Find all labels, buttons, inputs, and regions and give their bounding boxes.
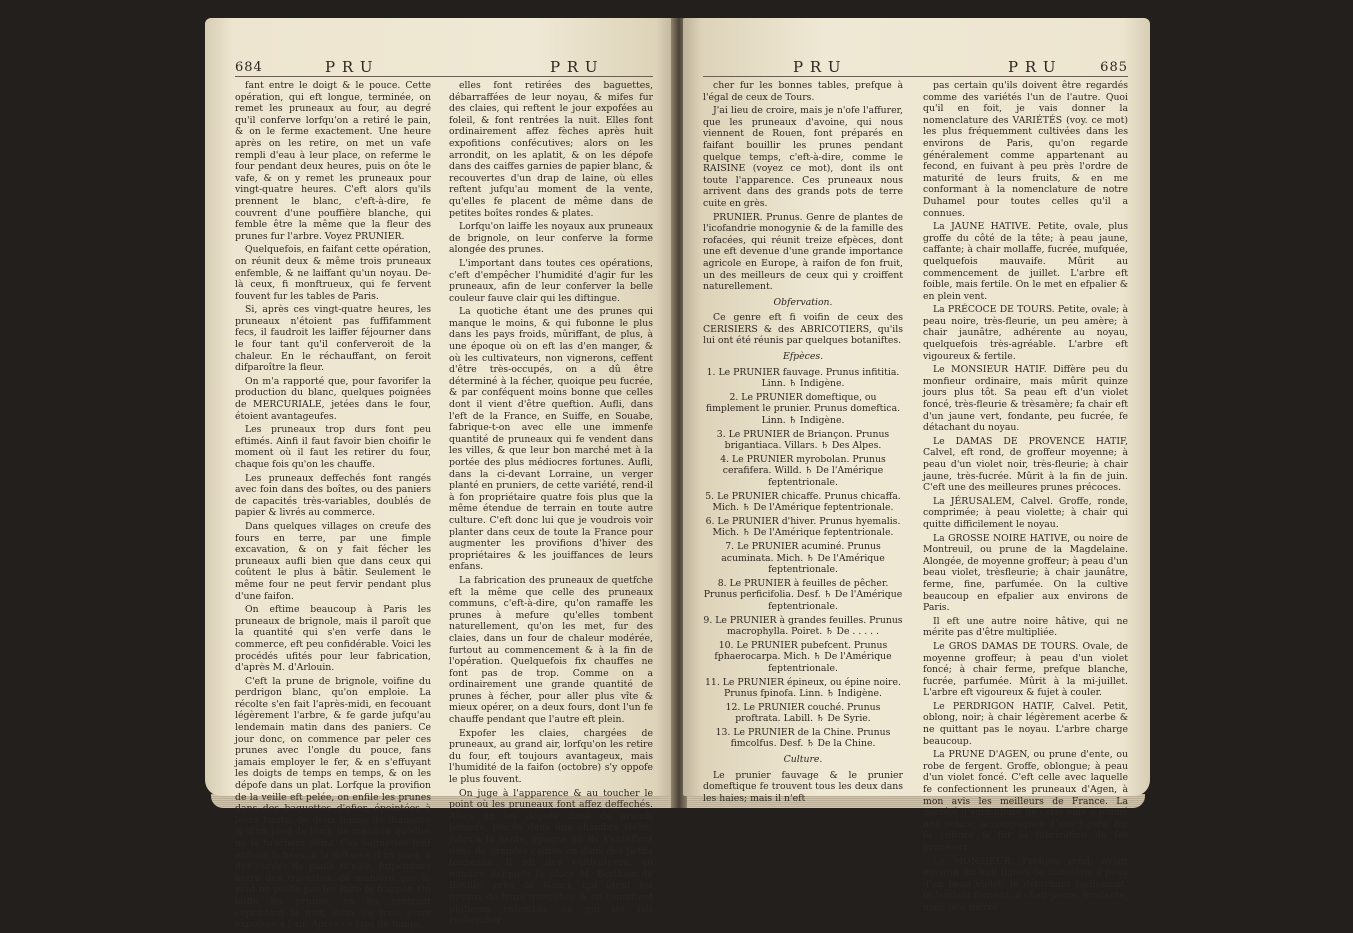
paragraph: Le prunier fauvage & le prunier domeftique fe trouvent tous les deux dans les haies; mais il n'eft (703, 769, 903, 804)
paragraph: On juge à l'apparence & au toucher le point où les pruneaux font affez deffechés. Alors on les dépofe dans de grands paniers, placés dans une chambre fèche, jufqu'à la vente, époque où ils s'entaffent dans de grandes caiffes ou dans des petits tonneaux. Il eft des cultivateurs, au nombre defquels fe place M. Berthier de Roville, près de Nanci, qui ôtent les noyaux de leurs quetfches & en réuniffent plufieurs enfemble, ce qui les fait rechercher (449, 787, 653, 927)
species-entry: 10. Le PRUNIER pubefcent. Prunus fphaerocarpa. Mich. ♄ De l'Amérique feptentrionale. (714, 639, 892, 674)
right-header-title-2: P R U (1008, 58, 1057, 76)
section-heading-observation: Obfervation. (773, 296, 833, 308)
paragraph: La fabrication des pruneaux de quetfche eft la même que celle des pruneaux communs, c'eft-à-dire, qu'on ramaffe les prunes à mefure qu'elles tombent naturellement, qu'on les met, fur des claies, dans un four de chaleur modérée, furtout au commencement & à la fin de l'opération. Quelquefois fix chauffes ne font pas de trop. Comme on a ordinairement une grande quantité de prunes à fécher, pour aller plus vîte & mieux opérer, on a deux fours, dont l'un fe chauffe pendant que l'autre eft plein. (449, 574, 653, 726)
species-entry: 13. Le PRUNIER de la Chine. Prunus fimcolfus. Desf. ♄ De la Chine. (715, 726, 891, 750)
paragraph: fant entre le doigt & le pouce. Cette opération, qui eft longue, terminée, on remet les pruneaux au four, au degré qu'il conferve lorfqu'on a retiré le pain, & on le ferme exactement. Une heure après on les retire, on met un vafe rempli d'eau à leur place, on referme le four pendant deux heures, puis on ôte le vafe, & on y remet les pruneaux pour vingt-quatre heures. C'eft alors qu'ils prennent le blanc, c'eft-à-dire, fe couvrent d'une pouffière blanche, qui femble être la même que la fleur des prunes fur l'arbre. Voyez PRUNIER. (235, 80, 431, 242)
page-number-left: 684 (235, 60, 263, 75)
paragraph: La JAUNE HATIVE. Petite, ovale, plus groffe du côté de la tête; à peau jaune, caffante; à chair mollaffe, fucrée, mufquée, quelquefois mauvaife. Mûrit au commencement de juillet. L'arbre eft foible, mais fertile. On le met en efpalier & en plein vent. (923, 221, 1128, 302)
paragraph: Lorfqu'on laiffe les noyaux aux pruneaux de brignole, on leur conferve la forme alongée des prunes. (449, 221, 653, 256)
paragraph: Le DAMAS DE PROVENCE HATIF, Calvel, eft rond, de groffeur moyenne; à peau d'un violet noir, très-fleurie; à chair jaune, très-fucrée. Mûrit à la fin de juin. C'eft une des meilleures prunes précoces. (923, 435, 1128, 494)
left-header-title-1: P R U (325, 58, 374, 76)
left-page (205, 18, 675, 931)
right-header-rule (703, 76, 1128, 77)
paragraph: On m'a rapporté que, pour favorifer la production du blanc, quelques poignées de MERCURIALE, jetées dans le four, étoient avantageufes. (235, 375, 431, 422)
species-entry: 12. Le PRUNIER couché. Prunus proftrata. Labill. ♄ De Syrie. (725, 701, 881, 725)
species-entry: 5. Le PRUNIER chicaffe. Prunus chicaffa. Mich. ♄ De l'Amérique feptentrionale. (705, 490, 901, 514)
species-entry: 1. Le PRUNIER fauvage. Prunus infititia. Linn. ♄ Indigène. (706, 366, 900, 390)
species-entry: 11. Le PRUNIER épineux, ou épine noire. Prunus fpinofa. Linn. ♄ Indigène. (705, 676, 901, 700)
paragraph: Ce genre eft fi voifin de ceux des CERISIERS & des ABRICOTIERS, qu'ils lui ont été réunis par quelques botaniftes. (703, 312, 903, 347)
page-number-right: 685 (1100, 60, 1128, 75)
species-entry: 9. Le PRUNIER à grandes feuilles. Prunus macrophylla. Poiret. ♄ De . . . . . (703, 614, 903, 638)
paragraph: La GROSSE NOIRE HATIVE, ou noire de Montreuil, ou prune de la Magdelaine. Alongée, de moyenne groffeur; à peau d'un beau violet, trèsfleurie; à chair jaunâtre, ferme, fine, parfumée. On la cultive beaucoup en efpalier aux environs de Paris. (923, 532, 1128, 614)
right-column-1 (703, 80, 903, 806)
paragraph: cher fur les bonnes tables, prefque à l'égal de ceux de Tours. (703, 80, 903, 103)
paragraph: Les pruneaux deffechés font rangés avec foin dans des boîtes, ou des paniers de capacités très-variables, doublés de papier & livrés au commerce. (235, 472, 431, 519)
species-entry: 4. Le PRUNIER myrobolan. Prunus cerafifera. Willd. ♄ De l'Amérique feptentrionale. (720, 453, 886, 488)
paragraph: La PRÉCOCE DE TOURS. Petite, ovale; à peau noire, très-fleurie, un peu amère; à chair jaunâtre, adhérente au noyau, quelquefois très-agréable. L'arbre eft vigoureux & fertile. (923, 304, 1128, 362)
species-entry: 6. Le PRUNIER d'hiver. Prunus hyemalis. Mich. ♄ De l'Amérique feptentrionale. (705, 515, 901, 539)
right-header-title-1: P R U (793, 58, 842, 76)
species-entry: 3. Le PRUNIER de Briançon. Prunus brigantiaca. Villars. ♄ Des Alpes. (716, 428, 890, 452)
paragraph: pas certain qu'ils doivent être regardés comme des variétés l'un de l'autre. Quoi qu'il en foit, je vais donner la nomenclature des VARIÉTÉS (voy. ce mot) les plus fréquemment cultivées dans les environs de Paris, qu'on regarde généralement comme appartenant au fecond, en fuivant à peu près l'ordre de maturité de leurs fruits, & en me conformant à la nomenclature de notre Duhamel pour toutes celles qu'il a connues. (923, 80, 1128, 219)
paragraph: La quotiche étant une des prunes qui manque le moins, & qui fubonne le plus dans les pays froids, mûriffant, de plus, à une époque où on eft las d'en manger, & où les cultivateurs, non vignerons, ceffent d'être très-occupés, on a dû être déterminé à la fécher, quoique peu fucrée, & par conféquent moins bonne que celles dont il vient d'être queftion. Aufli, dans l'eft de la France, en Suiffe, en Souabe, fabrique-t-on avec elle une immenfe quantité de pruneaux qui fe vendent dans les villes, & que leur bon marché met à la portée des plus médiocres fortunes. Aufli, dans la ci-devant Lorraine, un verger planté en pruniers, de cette variété, rend-il à fon propriétaire quatre fois plus que la même étendue de terrain en toute autre culture. C'eft donc lui que je voudrois voir planter dans ceux de toute la France pour augmenter les provifions d'hiver des propriétaires & les jouiffances de leurs enfans. (449, 306, 653, 573)
species-entry: 7. Le PRUNIER acuminé. Prunus acuminata. Mich. ♄ De l'Amérique feptentrionale. (721, 540, 885, 576)
paragraph: Si, après ces vingt-quatre heures, les pruneaux n'étoient pas fuffifamment fecs, il faudroit les laiffer féjourner dans le four tant qu'il conferveroit de la chaleur. En le réchauffant, on feroit difparoître la fleur. (235, 304, 431, 374)
paragraph: C'eft la prune de brignole, voifine du perdrigon blanc, qu'on emploie. La récolte s'en fait l'après-midi, en fecouant légèrement l'arbre, & fe garde jufqu'au lendemain matin dans des paniers. Ce jour donc, on commence par peler ces prunes avec l'ongle du pouce, fans jamais employer le fer, & en s'effuyant les doigts de temps en temps, & on les dépofe dans un plat. Lorfque la provifion de la veille eft pelée, on enfile les prunes dans des baguettes d'ofier, épointées à leurs bouts, de deux lignes de diamètre & d'un pied de long, de manière qu'elles ne fe touchent point. Ces baguettes font enfuite fichées, à la diftance d'un pied, à des cordes de paille ficelée, fufpendues entre des traverfes, de manière que le vent ne puiffe pas les faire fe frapper. On laiffe les prunes, en les rentrant cependant la nuit, deux ou trois jours expofées à l'air. Après ce laps de temps, (235, 675, 431, 931)
left-header-rule (235, 76, 653, 77)
paragraph: Le MONSIEUR HATIF. Diffère peu du monfieur ordinaire, mais mûrit quinze jours plus tôt. Sa peau eft d'un violet foncé, très-fleurie & trèsamère; fa chair eft d'un jaune vert, fondante, peu fucrée, fe détachant du noyau. (923, 364, 1128, 434)
paragraph: Quelquefois, en faifant cette opération, on réunit deux & même trois pruneaux enfemble, & ne laiffant qu'un noyau. De-là ceux, fi monftrueux, qui fe fervent fouvent fur les tables de Paris. (235, 244, 431, 302)
left-column-2 (449, 80, 653, 929)
paragraph: Expofer les claies, chargées de pruneaux, au grand air, lorfqu'on les retire du four, eft toujours avantageux, mais l'humidité de la faifon (octobre) s'y oppofe le plus fouvent. (449, 727, 653, 786)
section-heading-culture: Culture. (783, 754, 823, 766)
paragraph: J'ai lieu de croire, mais je n'ofe l'affurer, que les pruneaux d'avoine, qui nous viennent de Rouen, font préparés en faifant bouillir les prunes pendant quelque temps, c'eft-à-dire, comme le RAISINE (voyez ce mot), dont ils ont toute l'apparence. Ces pruneaux nous arrivent dans des grands pots de terre cuite en grès. (703, 105, 903, 209)
paragraph: Le GROS DAMAS DE TOURS. Ovale, de moyenne groffeur; à peau d'un violet foncé; à chair ferme, prefque blanche, fucrée, parfumée. Mûrit à la mi-juillet. L'arbre eft vigoureux & fujet à couler. (923, 640, 1128, 699)
species-entry: 2. Le PRUNIER domeftique, ou fimplement le prunier. Prunus domeftica. Linn. ♄ Indigène. (705, 391, 901, 427)
left-header-title-2: P R U (550, 58, 599, 76)
paragraph: La JÉRUSALEM, Calvel. Groffe, ronde, comprimée; à peau violette; à chair qui quitte difficilement le noyau. (923, 495, 1128, 530)
right-page (683, 18, 1150, 913)
left-column-1 (235, 80, 431, 933)
species-entry: 8. Le PRUNIER à feuilles de pêcher. Prunus perficifolia. Desf. ♄ De l'Amérique feptentrionale. (703, 577, 903, 612)
section-heading-especes: Efpèces. (782, 351, 824, 363)
open-book (205, 18, 1150, 931)
paragraph: Dans quelques villages on creufe des fours en terre, par une fimple excavation, & on y fait fécher les pruneaux aufli bien que dans ceux qui coûtent le plus à bâtir. Seulement le même four ne peut fervir pendant plus d'une faifon. (235, 520, 431, 602)
paragraph: elles font retirées des baguettes, débarraffées de leur noyau, & mifes fur des claies, qui reftent le jour expofées au foleil, & font rentrées la nuit. Elles font ordinairement affez fèches après huit expofitions confécutives; alors on les arrondit, on les aplatit, & on les dépofe dans des caiffes garnies de papier blanc, & recouvertes d'un drap de laine, où elles reftent jufqu'au moment de la vente, qu'elles fe placent de même dans de petites boîtes rondes & plates. (449, 80, 653, 219)
paragraph: Les pruneaux trop durs font peu eftimés. Ainfi il faut favoir bien choifir le moment où il faut les retirer du four, chaque fois qu'on les chauffe. (235, 424, 431, 470)
paragraph: Il eft une autre noire hâtive, qui ne mérite pas d'être multipliée. (923, 615, 1128, 639)
paragraph: On eftime beaucoup à Paris les pruneaux de brignole, mais il paroît que la quantité qui s'en verfe dans le commerce, eft peu confidérable. Voici les procédés ufités pour leur fabrication, d'après M. d'Arlouin. (235, 604, 431, 674)
paragraph: PRUNIER. Prunus. Genre de plantes de l'icofandrie monogynie & de la famille des rofacées, qui réunit treize efpèces, dont une eft devenue d'une grande importance agricole en Europe, à raifon de fon fruit, un des meilleurs de ceux qui y croiffent naturellement. (703, 211, 903, 293)
paragraph: L'important dans toutes ces opérations, c'eft d'empêcher l'humidité d'agir fur les pruneaux, afin de leur conferver la belle couleur fauve clair qui les diftingue. (449, 257, 653, 304)
right-column-2 (923, 80, 1128, 916)
paragraph: Le PERDRIGON HATIF, Calvel. Petit, oblong, noir; à chair légèrement acerbe & ne quittant pas le noyau. L'arbre charge beaucoup. (923, 700, 1128, 747)
paragraph: La PRUNE D'AGEN, ou prune d'ente, ou robe de fergent. Groffe, oblongue; à peau d'un violet foncé. C'eft celle avec laquelle fe confectionnent les pruneaux d'Agen, à mon avis les meilleurs de France. La Société d'agriculture de cette ville a publié une notice, accompagnée d'une figure, fur fa culture & fur la fabrication de fes pruneaux. (923, 749, 1128, 853)
paragraph: Le MONSIEUR. Prefque rond, ayant environ dix-huit lignes de diamètre; à peau d'un beau violet, fe détachant facilement, fe fendant fouvent; à chair jaune, fondante, mais peu fucrée (923, 855, 1128, 913)
